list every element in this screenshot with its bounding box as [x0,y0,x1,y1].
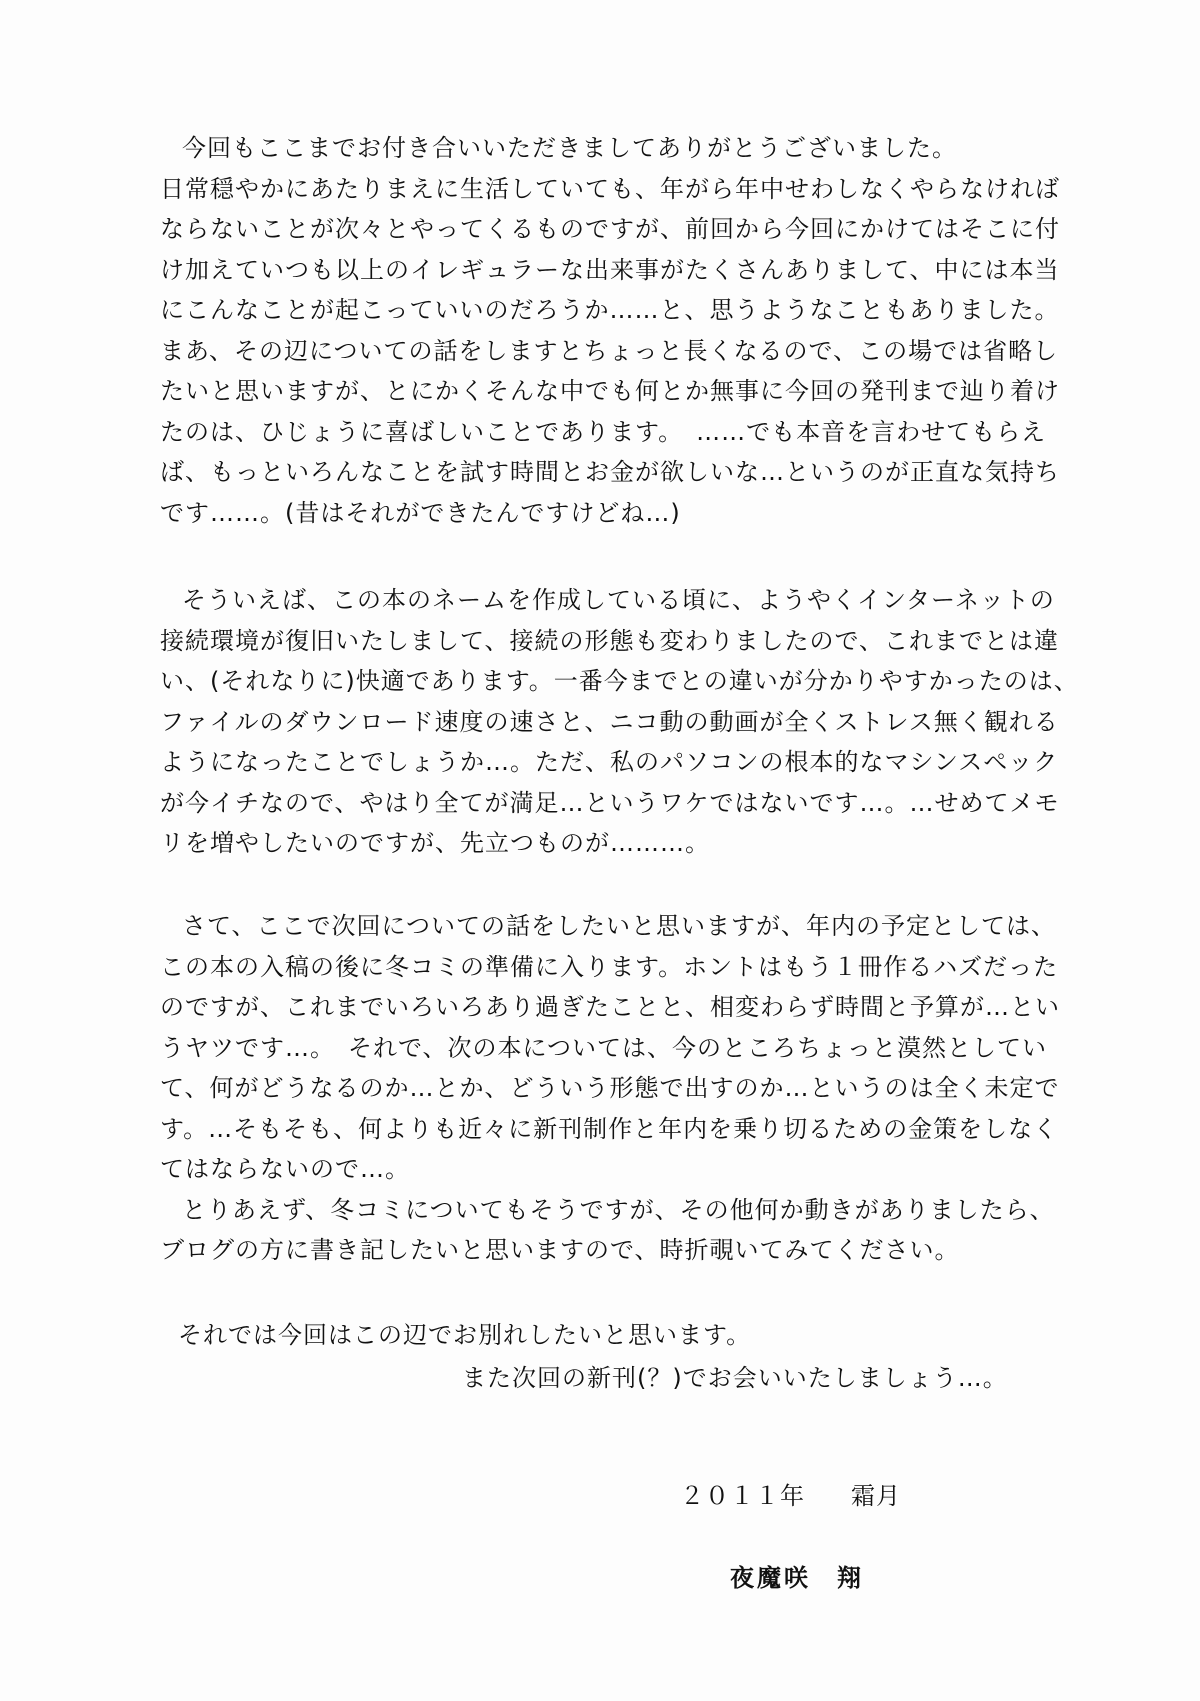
text-line: い、(それなりに)快適であります。一番今までとの違いが分かりやすかったのは、 [160,667,1079,695]
author-signature [730,1558,864,1593]
text-line: が今イチなので、やはり全てが満足…というワケではないです…。…せめてメモ [160,788,1060,817]
afterword-paragraph-1 [160,128,1060,533]
text-line: す。…そもそも、何よりも近々に新刊制作と年内を乗り切るための金策をしなく [160,1114,1059,1143]
date-year: ２０１１年 [680,1482,805,1510]
text-line: け加えていつも以上のイレギュラーな出来事がたくさんありまして、中には本当 [160,255,1060,284]
text-line: てはならないので…。 [160,1155,410,1183]
author-given-name: 翔 [837,1564,864,1592]
text-line: たのは、ひじょうに喜ばしいことであります。 ……でも本音を言わせてもらえ [160,417,1047,446]
text-line: 今回もここまでお付き合いいただきましてありがとうございました。 [182,134,957,162]
text-line: たいと思いますが、とにかくそんな中でも何とか無事に今回の発刊まで辿り着け [160,377,1060,405]
text-line: にこんなことが起こっていいのだろうか……と、思うようなこともありました。 [160,296,1060,324]
text-line: ブログの方に書き記したいと思いますので、時折覗いてみてください。 [160,1236,960,1264]
closing-line: それでは今回はこの辺でお別れしたいと思います。 [178,1321,752,1349]
author-surname: 夜魔咲 [730,1564,811,1592]
text-line: そういえば、この本のネームを作成している頃に、ようやくインターネットの [182,586,1055,614]
closing-line: また次回の新刊(？)でお会いいたしましょう…。 [462,1364,1008,1392]
afterword-paragraph-3 [160,906,1060,1271]
text-line: この本の入稿の後に冬コミの準備に入ります。ホントはもう１冊作るハズだった [160,952,1059,981]
text-line: て、何がどうなるのか…とか、どういう形態で出すのか…というのは全く未定で [160,1074,1060,1102]
text-line: さて、ここで次回についての話をしたいと思いますが、年内の予定としては、 [182,912,1057,940]
text-line: ファイルのダウンロード速度の速さと、ニコ動の動画が全くストレス無く観れる [160,707,1059,736]
text-line: 日常穏やかにあたりまえに生活していても、年がら年中せわしなくやらなければ [160,174,1060,203]
text-line: ようになったことでしょうか…。ただ、私のパソコンの根本的なマシンスペック [160,748,1059,776]
date-line [680,1476,901,1511]
afterword-paragraph-2 [160,580,1079,864]
text-line: リを増やしたいのですが、先立つものが………。 [160,829,710,857]
text-line: ば、もっといろんなことを試す時間とお金が欲しいな…というのが正直な気持ち [160,458,1060,486]
text-line: です……。(昔はそれができたんですけどね…) [160,498,681,527]
text-line: のですが、これまでいろいろあり過ぎたことと、相変わらず時間と予算が…とい [160,993,1060,1021]
date-month: 霜月 [851,1482,901,1510]
text-line: ならないことが次々とやってくるものですが、前回から今回にかけてはそこに付 [160,215,1060,243]
text-line: 接続環境が復旧いたしまして、接続の形態も変わりましたので、これまでとは違 [160,626,1060,655]
text-line: まあ、その辺についての話をしますとちょっと長くなるので、この場では省略し [160,336,1059,365]
text-line: うヤツです…。 それで、次の本については、今のところちょっと漠然としてい [160,1033,1048,1062]
text-line: とりあえず、冬コミについてもそうですが、その他何か動きがありましたら、 [182,1195,1055,1224]
